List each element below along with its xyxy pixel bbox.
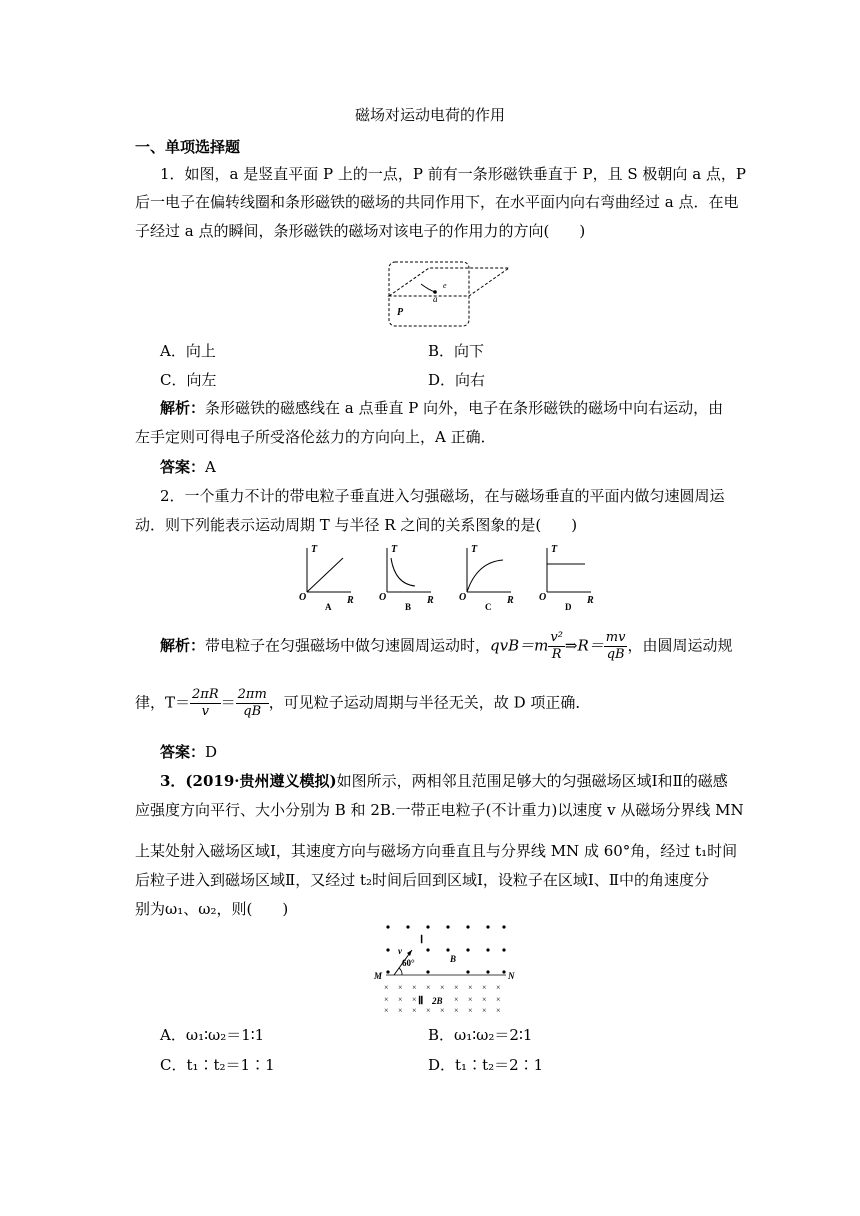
q2-analysis-line1 <box>160 630 732 663</box>
q2-line1: 2．一个重力不计的带电粒子垂直进入匀强磁场，在与磁场垂直的平面内做匀速圆周运 <box>160 487 725 505</box>
eq1-mid: ⇒R＝ <box>564 636 604 655</box>
q1-line3: 子经过 a 点的瞬间，条形磁铁的磁场对该电子的作用力的方向( ) <box>135 222 586 240</box>
eq1-frac1: $\frac{\text{v²}}{R}$ <box>550 630 563 662</box>
section-heading: 一、单项选择题 <box>135 138 241 156</box>
page-title: 磁场对运动电荷的作用 <box>354 106 505 124</box>
svg-text:×: × <box>482 983 487 992</box>
q2-graphs <box>295 540 605 615</box>
svg-text:×: × <box>496 1006 501 1015</box>
label-m: M <box>374 971 383 981</box>
svg-text:O: O <box>539 592 547 603</box>
eq2-frac1: $\frac{2\pi R}{v}$ <box>192 687 219 719</box>
label-b2: 2B <box>432 996 443 1006</box>
svg-text:R: R <box>347 595 354 606</box>
svg-text:×: × <box>496 995 501 1004</box>
svg-text:×: × <box>426 983 431 992</box>
svg-text:×: × <box>426 1006 431 1015</box>
analysis2-pre: 律，T＝ <box>135 693 191 712</box>
svg-text:R: R <box>587 595 594 606</box>
svg-text:×: × <box>384 983 389 992</box>
eq1-left: qvB＝m <box>490 636 549 655</box>
svg-text:×: × <box>454 995 459 1004</box>
label-n: N <box>508 971 515 981</box>
q1-option-d[interactable]: D．向右 <box>428 371 486 389</box>
graph-a <box>299 544 354 612</box>
svg-text:×: × <box>468 995 473 1004</box>
label-e: e <box>443 281 447 290</box>
svg-text:×: × <box>412 995 417 1004</box>
analysis-text: 带电粒子在匀强磁场中做匀速圆周运动时， <box>205 636 491 655</box>
svg-text:×: × <box>440 1006 445 1015</box>
q3-option-d[interactable]: D．t₁∶t₂＝2∶1 <box>428 1056 544 1074</box>
answer-label: 答案： <box>160 743 206 761</box>
label-angle: 60° <box>402 958 415 968</box>
svg-text:×: × <box>454 983 459 992</box>
graph-b <box>379 544 434 612</box>
svg-text:R: R <box>507 595 514 606</box>
svg-text:O: O <box>379 592 387 603</box>
svg-text:×: × <box>454 1006 459 1015</box>
q3-line2: 应强度方向平行、大小分别为 B 和 2B.一带正电粒子(不计重力)以速度 v 从磁场分界线 MN <box>135 801 744 819</box>
svg-text:A: A <box>325 602 332 612</box>
q3-option-c[interactable]: C．t₁∶t₂＝1∶1 <box>160 1056 275 1074</box>
analysis-text: 条形磁铁的磁感线在 a 点垂直 P 向外，电子在条形磁铁的磁场中向右运动，由 <box>205 399 724 417</box>
svg-text:C: C <box>485 602 492 612</box>
svg-text:×: × <box>398 1006 403 1015</box>
label-b1: B <box>450 954 457 964</box>
svg-text:D: D <box>565 602 572 612</box>
answer-value: A <box>205 458 216 476</box>
label-v: v <box>398 946 402 956</box>
q1-answer <box>160 456 216 477</box>
analysis-label: 解析： <box>160 399 206 417</box>
label-region2: Ⅱ <box>418 995 424 1007</box>
q3-line3: 上某处射入磁场区域Ⅰ，其速度方向与磁场方向垂直且与分界线 MN 成 60°角，经过 t₁时间 <box>135 842 738 860</box>
q3-option-a[interactable]: A．ω₁∶ω₂＝1∶1 <box>160 1026 265 1044</box>
svg-text:×: × <box>412 983 417 992</box>
svg-text:×: × <box>398 995 403 1004</box>
q3-line4: 后粒子进入到磁场区域Ⅱ，又经过 t₂时间后回到区域Ⅰ，设粒子在区域Ⅰ、Ⅱ中的角速度分 <box>135 871 710 889</box>
q1-option-b[interactable]: B．向下 <box>428 342 485 360</box>
svg-text:×: × <box>384 995 389 1004</box>
svg-text:O: O <box>459 592 467 603</box>
svg-text:×: × <box>412 1006 417 1015</box>
svg-text:×: × <box>482 1006 487 1015</box>
graph-c <box>459 544 514 612</box>
svg-text:T: T <box>471 544 478 555</box>
svg-text:×: × <box>496 983 501 992</box>
svg-text:×: × <box>468 1006 473 1015</box>
q1-line2: 后一电子在偏转线圈和条形磁铁的磁场的共同作用下，在水平面内向右弯曲经过 a 点．在电 <box>135 193 739 211</box>
q2-analysis-line2: 律，T＝ $\frac{2\pi R}{v}$ ＝ $\frac{2\pi m}{qB}$ ，可见粒子运动周期与半径无关，故 D 项正确． <box>135 687 591 719</box>
analysis2-post: ，可见粒子运动周期与半径无关，故 D 项正确． <box>268 693 591 712</box>
q3-source: 3．(2019·贵州遵义模拟) <box>160 772 337 790</box>
svg-text:×: × <box>440 983 445 992</box>
svg-text:×: × <box>398 983 403 992</box>
answer-value: D <box>205 743 218 761</box>
q3-option-b[interactable]: B．ω₁∶ω₂＝2∶1 <box>428 1026 533 1044</box>
svg-text:O: O <box>299 592 307 603</box>
label-region1: Ⅰ <box>420 934 424 946</box>
q2-line2: 动．则下列能表示运动周期 T 与半径 R 之间的关系图象的是( ) <box>135 516 578 534</box>
electron-path <box>421 284 435 292</box>
q3-text: 如图所示，两相邻且范围足够大的匀强磁场区域Ⅰ和Ⅱ的磁感 <box>336 772 728 790</box>
q3-line1 <box>160 770 728 791</box>
eq2-frac2: $\frac{2\pi m}{qB}$ <box>237 687 267 719</box>
analysis-text-post: ，由圆周运动规 <box>627 636 733 655</box>
q3-line5: 别为ω₁、ω₂，则( ) <box>135 900 289 918</box>
q1-analysis-line1 <box>160 397 723 418</box>
q3-figure <box>370 918 520 1018</box>
svg-text:T: T <box>551 544 558 555</box>
graph-d <box>539 544 594 612</box>
q1-line1: 1．如图，a 是竖直平面 P 上的一点，P 前有一条形磁铁垂直于 P，且 S 极朝向 a 点，P <box>160 165 746 183</box>
analysis-label: 解析： <box>160 636 206 655</box>
q1-figure <box>385 260 515 330</box>
svg-text:×: × <box>468 983 473 992</box>
svg-text:B: B <box>405 602 412 612</box>
q1-analysis-line2: 左手定则可得电子所受洛伦兹力的方向向上，A 正确． <box>135 428 496 446</box>
eq1-frac2: $\frac{mv}{qB}$ <box>605 630 626 662</box>
svg-text:R: R <box>427 595 434 606</box>
q2-answer <box>160 741 217 762</box>
q1-option-c[interactable]: C．向左 <box>160 371 217 389</box>
answer-label: 答案： <box>160 458 206 476</box>
svg-text:×: × <box>482 995 487 1004</box>
q1-option-a[interactable]: A．向上 <box>160 342 216 360</box>
svg-text:T: T <box>391 544 398 555</box>
horizontal-plane <box>389 268 509 296</box>
label-p: P <box>397 307 404 318</box>
svg-text:×: × <box>384 1006 389 1015</box>
label-a: a <box>433 294 438 304</box>
svg-text:T: T <box>311 544 318 555</box>
